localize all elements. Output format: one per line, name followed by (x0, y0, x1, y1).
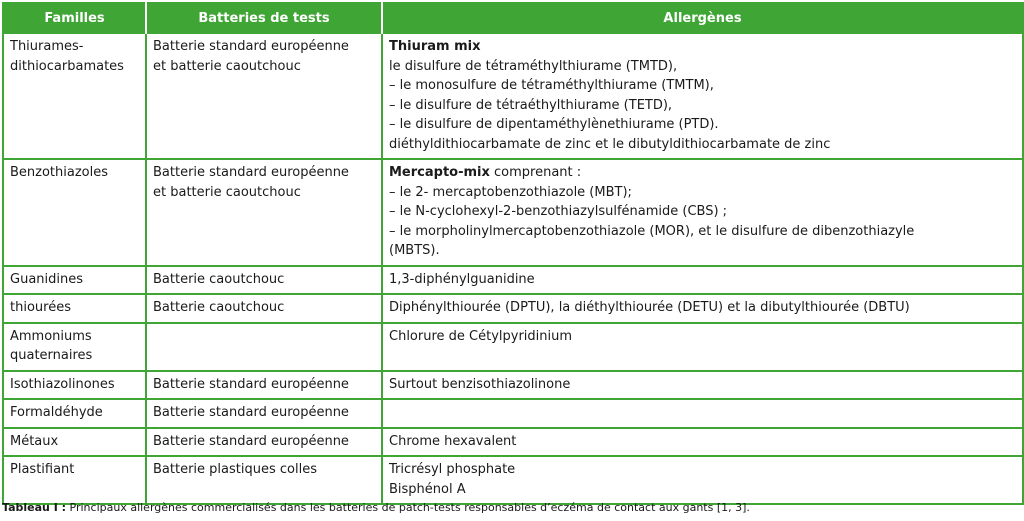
caption-text: Principaux allergènes commercialisés dans les batteries de patch-tests responsables d’eczéma de contact aux gants [1, 3]. (66, 501, 750, 514)
batterie-cell (146, 456, 382, 504)
allergene-line (389, 270, 1018, 290)
famille-text: Guanidines (10, 271, 84, 287)
famille-text: dithiocarbamates (10, 58, 124, 74)
famille-cell (3, 294, 146, 323)
caption-label: Tableau I : (2, 501, 67, 514)
allergene-text: Bisphénol A (389, 481, 466, 497)
table-row (3, 294, 1023, 323)
famille-cell (3, 399, 146, 428)
batterie-text: Batterie caoutchouc (153, 271, 285, 287)
famille-cell (3, 323, 146, 371)
allergenes-cell (382, 323, 1023, 371)
allergenes-cell (382, 399, 1023, 428)
batterie-cell (146, 371, 382, 400)
allergene-text: – le morpholinylmercaptobenzothiazole (MOR), et le disulfure de dibenzothiazyle (389, 223, 915, 239)
header-batteries: Batteries de tests (146, 3, 382, 33)
table-row (3, 371, 1023, 400)
famille-text: Ammoniums (10, 328, 92, 344)
famille-text: Métaux (10, 433, 59, 449)
batterie-cell (146, 159, 382, 266)
famille-text: Benzothiazoles (10, 165, 109, 180)
famille-text: Formaldéhyde (10, 405, 103, 420)
batterie-text: et batterie caoutchouc (153, 184, 301, 200)
allergenes-cell (382, 266, 1023, 295)
batterie-text: Batterie standard européenne (153, 405, 349, 420)
allergene-line (389, 375, 1018, 395)
allergen-table-container (2, 2, 1022, 505)
famille-text: Thiurames- (10, 39, 84, 54)
allergene-line (389, 241, 1018, 261)
allergene-text: – le disulfure de tétraéthylthiurame (TETD), (389, 97, 673, 113)
allergene-text: diéthyldithiocarbamate de zinc et le dibutyldithiocarbamate de zinc (389, 136, 831, 152)
batterie-text: Batterie standard européenne (153, 433, 349, 449)
famille-cell (3, 456, 146, 504)
allergene-line (389, 432, 1018, 452)
allergene-line (389, 57, 1018, 77)
batterie-cell (146, 428, 382, 457)
batterie-cell (146, 33, 382, 159)
allergene-line (389, 76, 1018, 96)
batterie-cell (146, 323, 382, 371)
allergene-line (389, 327, 1018, 347)
allergene-line (389, 202, 1018, 222)
famille-cell (3, 159, 146, 266)
allergene-text: – le N-cyclohexyl-2-benzothiazylsulfénamide (CBS) ; (389, 204, 728, 219)
table-caption (2, 501, 750, 514)
batterie-cell (146, 294, 382, 323)
allergene-line (389, 37, 1018, 57)
batterie-text: Batterie standard européenne (153, 376, 349, 392)
table-row (3, 323, 1023, 371)
allergene-text: Diphénylthiourée (DPTU), la diéthylthiourée (DETU) et la dibutylthiourée (DBTU) (389, 300, 910, 315)
batterie-text: Batterie caoutchouc (153, 300, 285, 315)
allergene-line (389, 96, 1018, 116)
batterie-text: Batterie plastiques colles (153, 462, 317, 477)
allergene-text: comprenant : (489, 165, 582, 180)
table-row (3, 399, 1023, 428)
header-familles: Familles (3, 3, 146, 33)
famille-text: Plastifiant (10, 462, 75, 477)
batterie-cell (146, 399, 382, 428)
allergene-text: 1,3-diphénylguanidine (389, 271, 535, 287)
allergene-mix-name: Thiuram mix (389, 39, 481, 54)
famille-cell (3, 371, 146, 400)
batterie-text: et batterie caoutchouc (153, 58, 301, 74)
header-allergenes: Allergènes (382, 3, 1023, 33)
allergenes-cell (382, 33, 1023, 159)
batterie-text: Batterie standard européenne (153, 39, 349, 54)
table-row (3, 266, 1023, 295)
allergene-text: – le monosulfure de tétraméthylthiurame (TMTM), (389, 78, 714, 93)
allergene-line (389, 298, 1018, 318)
table-header-row (3, 3, 1023, 33)
allergene-text: le disulfure de tétraméthylthiurame (TMTD), (389, 58, 678, 74)
famille-cell (3, 428, 146, 457)
allergene-line (389, 115, 1018, 135)
allergenes-cell (382, 371, 1023, 400)
allergene-text: Tricrésyl phosphate (389, 462, 516, 477)
batterie-cell (146, 266, 382, 295)
allergene-line (389, 480, 1018, 500)
famille-cell (3, 266, 146, 295)
allergenes-cell (382, 159, 1023, 266)
table-row (3, 33, 1023, 159)
table-row (3, 456, 1023, 504)
allergene-line (389, 163, 1018, 183)
allergenes-cell (382, 294, 1023, 323)
famille-text: Isothiazolinones (10, 376, 115, 392)
allergene-text: (MBTS). (389, 243, 440, 258)
allergen-table (2, 2, 1024, 505)
batterie-text: Batterie standard européenne (153, 165, 349, 180)
famille-text: quaternaires (10, 348, 93, 363)
allergene-line (389, 460, 1018, 480)
allergene-text: – le 2- mercaptobenzothiazole (MBT); (389, 184, 632, 200)
table-row (3, 159, 1023, 266)
allergene-mix-name: Mercapto-mix (389, 165, 490, 180)
table-body (3, 33, 1023, 504)
allergenes-cell (382, 456, 1023, 504)
famille-text: thiourées (10, 300, 71, 315)
table-row (3, 428, 1023, 457)
allergene-text: Chrome hexavalent (389, 433, 517, 449)
allergenes-cell (382, 428, 1023, 457)
allergene-line (389, 183, 1018, 203)
allergene-text: – le disulfure de dipentaméthylènethiurame (PTD). (389, 117, 719, 132)
famille-cell (3, 33, 146, 159)
allergene-text: Surtout benzisothiazolinone (389, 376, 571, 392)
allergene-line (389, 135, 1018, 155)
allergene-line (389, 222, 1018, 242)
allergene-text: Chlorure de Cétylpyridinium (389, 328, 573, 344)
